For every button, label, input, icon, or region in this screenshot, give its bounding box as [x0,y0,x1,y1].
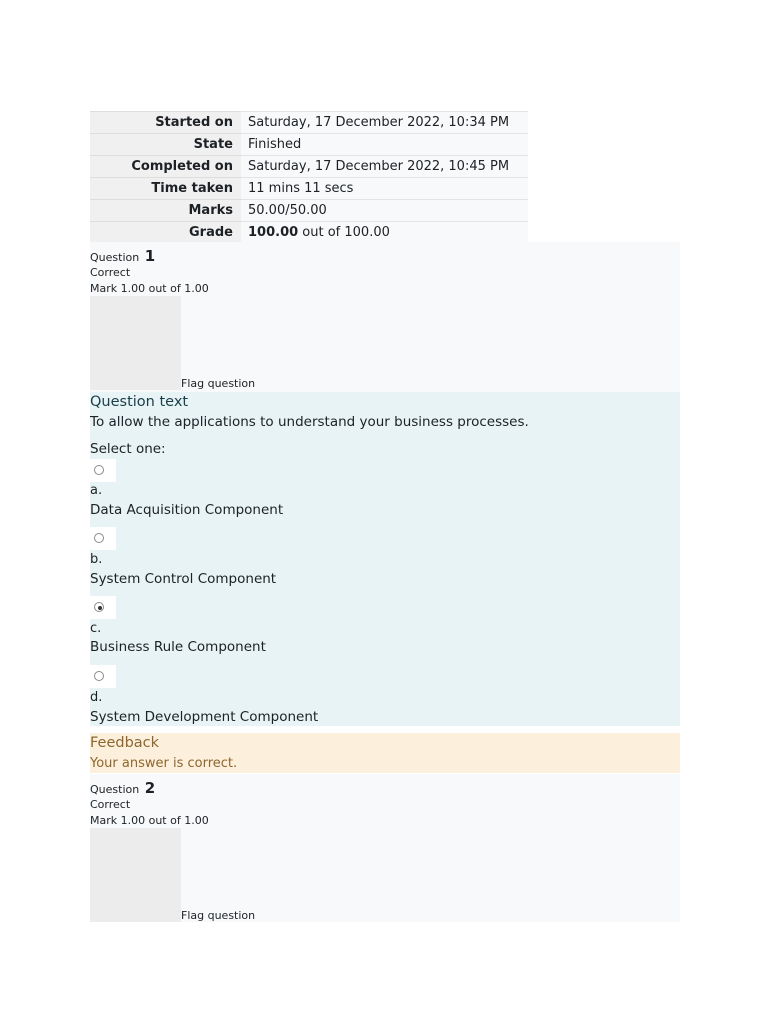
option-c-letter: c. [90,621,102,636]
question-state: Correct [90,266,131,279]
summary-label: State [90,134,241,156]
question-number-line [90,247,155,265]
question-info-2 [90,774,680,922]
summary-value: 50.00/50.00 [241,200,528,222]
question-prefix: Question [90,783,140,796]
summary-row-state [90,134,528,156]
flag-icon-placeholder [90,296,181,390]
option-c-label[interactable]: Business Rule Component [90,639,266,655]
summary-value: Finished [241,134,528,156]
radio-unchecked-icon [94,465,104,475]
option-b-letter: b. [90,552,103,567]
attempt-summary-table [90,111,528,244]
summary-value: Saturday, 17 December 2022, 10:45 PM [241,156,528,178]
summary-label: Started on [90,112,241,134]
question-number: 2 [144,779,156,797]
summary-label: Grade [90,222,241,244]
radio-dot-icon [98,606,102,610]
answer-prompt: Select one: [90,441,166,457]
option-c-radio[interactable] [90,596,116,619]
question-grade: Mark 1.00 out of 1.00 [90,814,209,827]
grade-out-of: out of 100.00 [298,225,390,241]
option-d-label[interactable]: System Development Component [90,709,319,725]
feedback-panel [90,733,680,773]
flag-question-link[interactable]: Flag question [181,377,256,390]
summary-label: Time taken [90,178,241,200]
grade-score: 100.00 [248,225,299,241]
question-grade: Mark 1.00 out of 1.00 [90,282,209,295]
radio-unchecked-icon [94,671,104,681]
question-text-heading: Question text [90,394,189,410]
question-number: 1 [144,247,156,265]
summary-row-marks [90,200,528,222]
option-b-radio[interactable] [90,527,116,550]
summary-value [241,222,528,244]
option-d-radio[interactable] [90,665,116,688]
flag-icon-placeholder [90,828,181,922]
question-number-line [90,779,155,797]
option-a-radio[interactable] [90,459,116,482]
radio-checked-icon [94,602,104,612]
summary-row-completed [90,156,528,178]
summary-row-time-taken [90,178,528,200]
summary-value: 11 mins 11 secs [241,178,528,200]
flag-question-link[interactable]: Flag question [181,909,256,922]
summary-label: Marks [90,200,241,222]
summary-value: Saturday, 17 December 2022, 10:34 PM [241,112,528,134]
option-b-label[interactable]: System Control Component [90,571,277,587]
question-info-1 [90,242,680,394]
question-state: Correct [90,798,131,811]
summary-label: Completed on [90,156,241,178]
feedback-text: Your answer is correct. [90,756,238,771]
feedback-heading: Feedback [90,735,160,751]
option-d-letter: d. [90,690,103,705]
option-a-letter: a. [90,483,103,498]
question-content-1 [90,392,680,726]
radio-unchecked-icon [94,533,104,543]
question-prefix: Question [90,251,140,264]
summary-row-started [90,112,528,134]
option-a-label[interactable]: Data Acquisition Component [90,502,284,518]
question-text: To allow the applications to understand your business processes. [90,414,529,430]
summary-row-grade [90,222,528,244]
